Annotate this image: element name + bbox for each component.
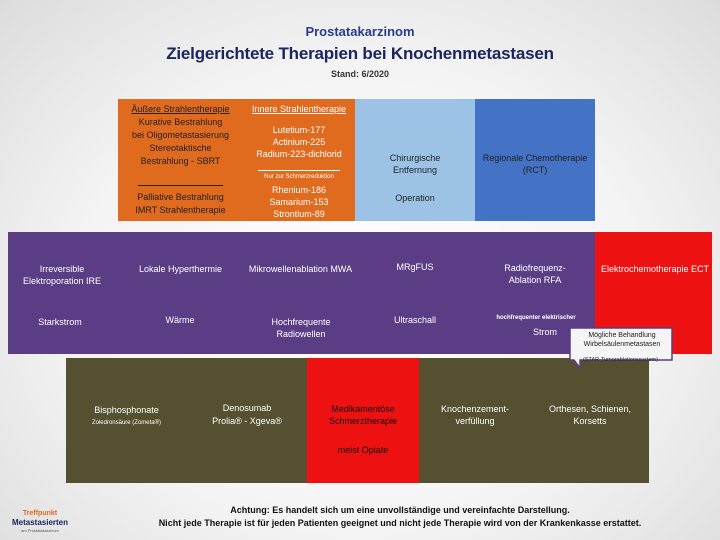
- external-divider: [138, 185, 223, 186]
- callout-sub: (STAR-Tumorablationssystem): [583, 357, 658, 363]
- bisphosphonate-label: Bisphosphonate: [94, 405, 159, 415]
- warning-line2: Nicht jede Therapie ist für jeden Patienten geeignet und nicht jede Therapie wird von der Krankenkasse erstattet.: [158, 518, 642, 528]
- surgery-label: Chirurgische Entfernung: [389, 153, 441, 175]
- ire-label: Irreversible Elektroporation IRE: [22, 264, 102, 286]
- orthesen-label: Orthesen, Schienen, Korsetts: [548, 404, 632, 426]
- mwa-label: Mikrowellenablation MWA: [248, 264, 353, 274]
- external-line5: Palliative Bestrahlung: [137, 192, 224, 202]
- internal-note: Nur zur Schmerzreduktion: [264, 174, 334, 180]
- external-radiation-heading: Äußere Strahlentherapie: [131, 104, 230, 114]
- subtitle: Zielgerichtete Therapien bei Knochenmetastasen: [166, 44, 554, 63]
- denosumab-label: Denosumab: [222, 403, 272, 413]
- hyperthermie-label: Lokale Hyperthermie: [138, 264, 223, 274]
- ect-label: Elektrochemotherapie ECT: [600, 264, 710, 274]
- rfa-note: hochfrequenter elektrischer: [496, 315, 576, 321]
- strom-label: Strom: [532, 327, 557, 337]
- logo: [4, 510, 76, 534]
- zement-label: Knochenzement-verfüllung: [440, 404, 510, 426]
- rfa-label: Radiofrequenz-Ablation RFA: [504, 263, 566, 285]
- external-line2: bei Oligometastasierung: [131, 130, 230, 140]
- mrgfus-label: MRgFUS: [396, 262, 434, 272]
- medikamentoese-label: Medikamentöse Schmerztherapie: [328, 404, 398, 426]
- internal-line4: Rhenium-186: [271, 185, 327, 195]
- opiate-label: meist Opiate: [337, 445, 389, 455]
- internal-line6: Strontium-89: [273, 209, 325, 219]
- waerme-label: Wärme: [165, 315, 195, 325]
- ultraschall-label: Ultraschall: [393, 315, 436, 325]
- internal-line2: Actinium-225: [272, 137, 326, 147]
- callout-text: Mögliche Behandlung Wirbelsäulenmetastasen: [583, 332, 661, 348]
- denosumab-brands: Prolia® - Xgeva®: [212, 416, 282, 426]
- hochfrequente-label: Hochfrequente Radiowellen: [271, 317, 331, 339]
- external-line4: Bestrahlung - SBRT: [140, 156, 221, 166]
- internal-radiation-heading: Innere Strahlentherapie: [251, 104, 347, 114]
- external-line6: IMRT Strahlentherapie: [135, 205, 226, 215]
- title: Prostatakarzinom: [305, 24, 415, 39]
- logo-line3: am Prostatakarzinom: [21, 528, 59, 533]
- stand-date: Stand: 6/2020: [330, 69, 390, 79]
- surgery-sub: Operation: [395, 193, 435, 203]
- internal-line1: Lutetium-177: [272, 125, 326, 135]
- regional-chemo-label: Regionale Chemotherapie (RCT): [482, 153, 588, 175]
- logo-line2: Metastasierten: [11, 518, 69, 527]
- starkstrom-label: Starkstrom: [38, 317, 82, 327]
- internal-line5: Samarium-153: [269, 197, 329, 207]
- warning-line1: Achtung: Es handelt sich um eine unvollständige und vereinfachte Darstellung.: [230, 505, 570, 515]
- external-line3: Stereotaktische: [149, 143, 212, 153]
- external-line1: Kurative Bestrahlung: [138, 117, 223, 127]
- internal-line3: Radium-223-dichlorid: [256, 149, 342, 159]
- internal-divider: [258, 170, 340, 171]
- zoledron-label: Zoledronsäure (Zometa®): [91, 420, 162, 426]
- logo-line1: Treffpunkt: [22, 510, 58, 517]
